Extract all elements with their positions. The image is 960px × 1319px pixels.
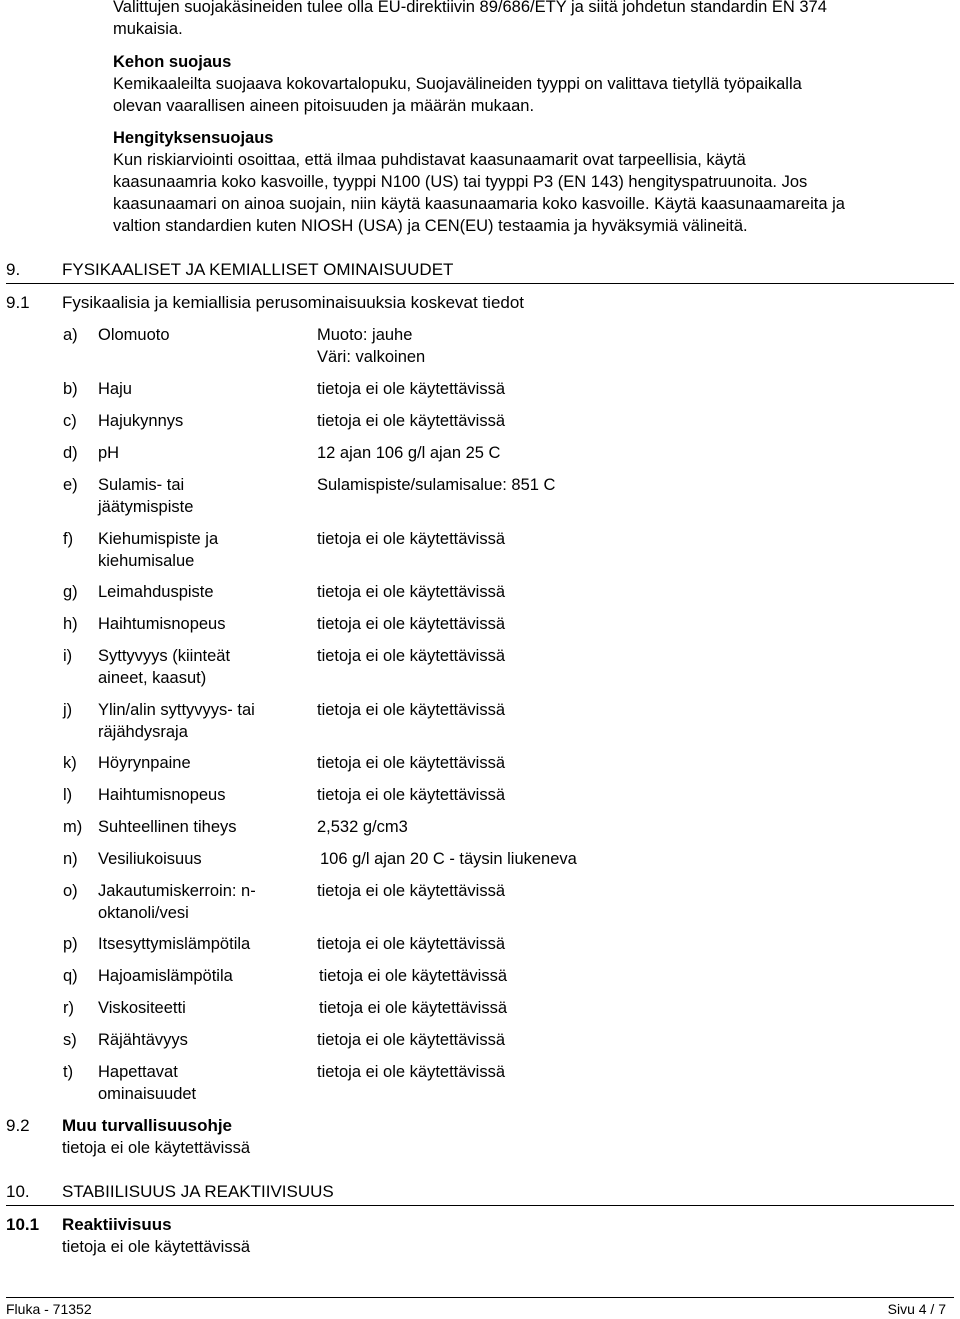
property-name: Suhteellinen tiheys: [98, 818, 237, 836]
section-number: 9.: [6, 260, 21, 279]
property-value: tietoja ei ole käytettävissä: [317, 701, 506, 719]
footer-product-id: Fluka - 71352: [6, 1301, 92, 1317]
body-protection-line: olevan vaarallisen aineen pitoisuuden ja määrän mukaan.: [113, 97, 535, 115]
property-value: Sulamispiste/sulamisalue: 851 C: [317, 476, 556, 494]
section-divider: [6, 283, 954, 284]
subsection-number: 9.2: [6, 1116, 30, 1135]
property-letter: f): [63, 530, 74, 548]
property-letter: b): [63, 380, 78, 398]
property-name: Leimahduspiste: [98, 583, 214, 601]
property-value: tietoja ei ole käytettävissä: [317, 380, 506, 398]
property-name: Räjähtävyys: [98, 1031, 188, 1049]
respiratory-line: kaasunaamria koko kasvoille, tyyppi N100 (US) tai tyyppi P3 (EN 143) hengityspatruunoita. Jos: [113, 173, 808, 191]
property-value-line: Muoto: jauhe: [317, 326, 413, 344]
property-letter: q): [63, 967, 78, 985]
subsection-title: Muu turvallisuusohje: [62, 1116, 233, 1135]
footer-divider: [6, 1297, 954, 1298]
property-letter: j): [63, 701, 73, 719]
subsection-number: 10.1: [6, 1215, 40, 1234]
property-name: Haihtumisnopeus: [98, 615, 226, 633]
intro-line: Valittujen suojakäsineiden tulee olla EU-direktiivin 89/686/ETY ja siitä johdetun standardin EN 374: [113, 0, 827, 16]
property-value: tietoja ei ole käytettävissä: [317, 786, 506, 804]
subsection-text: tietoja ei ole käytettävissä: [62, 1139, 251, 1157]
body-protection-block: [113, 51, 953, 117]
subsection-title: Reaktiivisuus: [62, 1215, 172, 1234]
property-letter: i): [63, 647, 73, 665]
property-letter: t): [63, 1063, 74, 1081]
property-name: Olomuoto: [98, 326, 170, 344]
property-letter: p): [63, 935, 78, 953]
respiratory-title: Hengityksensuojaus: [113, 129, 274, 147]
property-name: Viskositeetti: [98, 999, 186, 1017]
property-name: Hajukynnys: [98, 412, 184, 430]
property-letter: l): [63, 786, 73, 804]
property-name: Jakautumiskerroin: n-oktanoli/vesi: [98, 882, 256, 922]
property-letter: m): [63, 818, 83, 836]
property-letter: r): [63, 999, 74, 1017]
respiratory-line: Kun riskiarviointi osoittaa, että ilmaa puhdistavat kaasunaamarit ovat tarpeellisia, käytä: [113, 151, 746, 169]
property-letter: c): [63, 412, 77, 430]
property-value: [317, 324, 837, 368]
property-value: tietoja ei ole käytettävissä: [319, 999, 508, 1017]
property-name: pH: [98, 444, 120, 462]
property-value-line: Väri: valkoinen: [317, 348, 426, 366]
property-letter: o): [63, 882, 78, 900]
property-name: Ylin/alin syttyvyys- tai räjähdysraja: [98, 701, 255, 741]
property-name: Haju: [98, 380, 132, 398]
intro-paragraph: [113, 0, 953, 40]
respiratory-line: kaasunaamari on ainoa suojain, niin käytä kaasunaamaria koko kasvoille. Käytä kaasunaamareita ja: [113, 195, 845, 213]
property-letter: s): [63, 1031, 77, 1049]
section-title: STABIILISUUS JA REAKTIIVISUUS: [62, 1182, 334, 1201]
property-name: Sulamis- tai jäätymispiste: [98, 476, 194, 516]
property-value: tietoja ei ole käytettävissä: [317, 754, 506, 772]
body-protection-title: Kehon suojaus: [113, 53, 232, 71]
property-name: Haihtumisnopeus: [98, 786, 226, 804]
property-name: Höyrynpaine: [98, 754, 191, 772]
property-letter: e): [63, 476, 78, 494]
property-value: tietoja ei ole käytettävissä: [317, 1031, 506, 1049]
section-number: 10.: [6, 1182, 30, 1201]
property-letter: g): [63, 583, 78, 601]
property-letter: n): [63, 850, 78, 868]
property-name: Itsesyttymislämpötila: [98, 935, 251, 953]
property-letter: a): [63, 326, 78, 344]
property-value: 106 g/l ajan 20 C - täysin liukeneva: [320, 850, 577, 868]
property-value: tietoja ei ole käytettävissä: [317, 647, 506, 665]
property-value: tietoja ei ole käytettävissä: [319, 967, 508, 985]
property-value: tietoja ei ole käytettävissä: [317, 412, 506, 430]
property-letter: k): [63, 754, 77, 772]
property-value: tietoja ei ole käytettävissä: [317, 1063, 506, 1081]
intro-line: mukaisia.: [113, 20, 183, 38]
footer-page-number: Sivu 4 / 7: [887, 1301, 946, 1317]
property-name: Hapettavat ominaisuudet: [98, 1063, 197, 1103]
property-value: tietoja ei ole käytettävissä: [317, 935, 506, 953]
property-value: tietoja ei ole käytettävissä: [317, 583, 506, 601]
subsection-title: Fysikaalisia ja kemiallisia perusominaisuuksia koskevat tiedot: [62, 293, 525, 312]
property-name: Hajoamislämpötila: [98, 967, 233, 985]
subsection-number: 9.1: [6, 293, 30, 312]
property-value: 2,532 g/cm3: [317, 818, 408, 836]
property-value: tietoja ei ole käytettävissä: [317, 530, 506, 548]
property-name: Syttyvyys (kiinteät aineet, kaasut): [98, 647, 231, 687]
property-value: tietoja ei ole käytettävissä: [317, 882, 506, 900]
property-value: 12 ajan 106 g/l ajan 25 C: [317, 444, 501, 462]
respiratory-line: valtion standardien kuten NIOSH (USA) ja CEN(EU) testaamia ja hyväksymiä välineitä.: [113, 217, 748, 235]
section-title: FYSIKAALISET JA KEMIALLISET OMINAISUUDET: [62, 260, 454, 279]
property-letter: d): [63, 444, 78, 462]
respiratory-block: [113, 127, 953, 237]
section-divider: [6, 1205, 954, 1206]
property-name: Vesiliukoisuus: [98, 850, 202, 868]
property-value: tietoja ei ole käytettävissä: [317, 615, 506, 633]
body-protection-line: Kemikaaleilta suojaava kokovartalopuku, Suojavälineiden tyyppi on valittava tietyllä työpaikalla: [113, 75, 802, 93]
subsection-text: tietoja ei ole käytettävissä: [62, 1238, 251, 1256]
property-name: Kiehumispiste ja kiehumisalue: [98, 530, 219, 570]
property-letter: h): [63, 615, 78, 633]
